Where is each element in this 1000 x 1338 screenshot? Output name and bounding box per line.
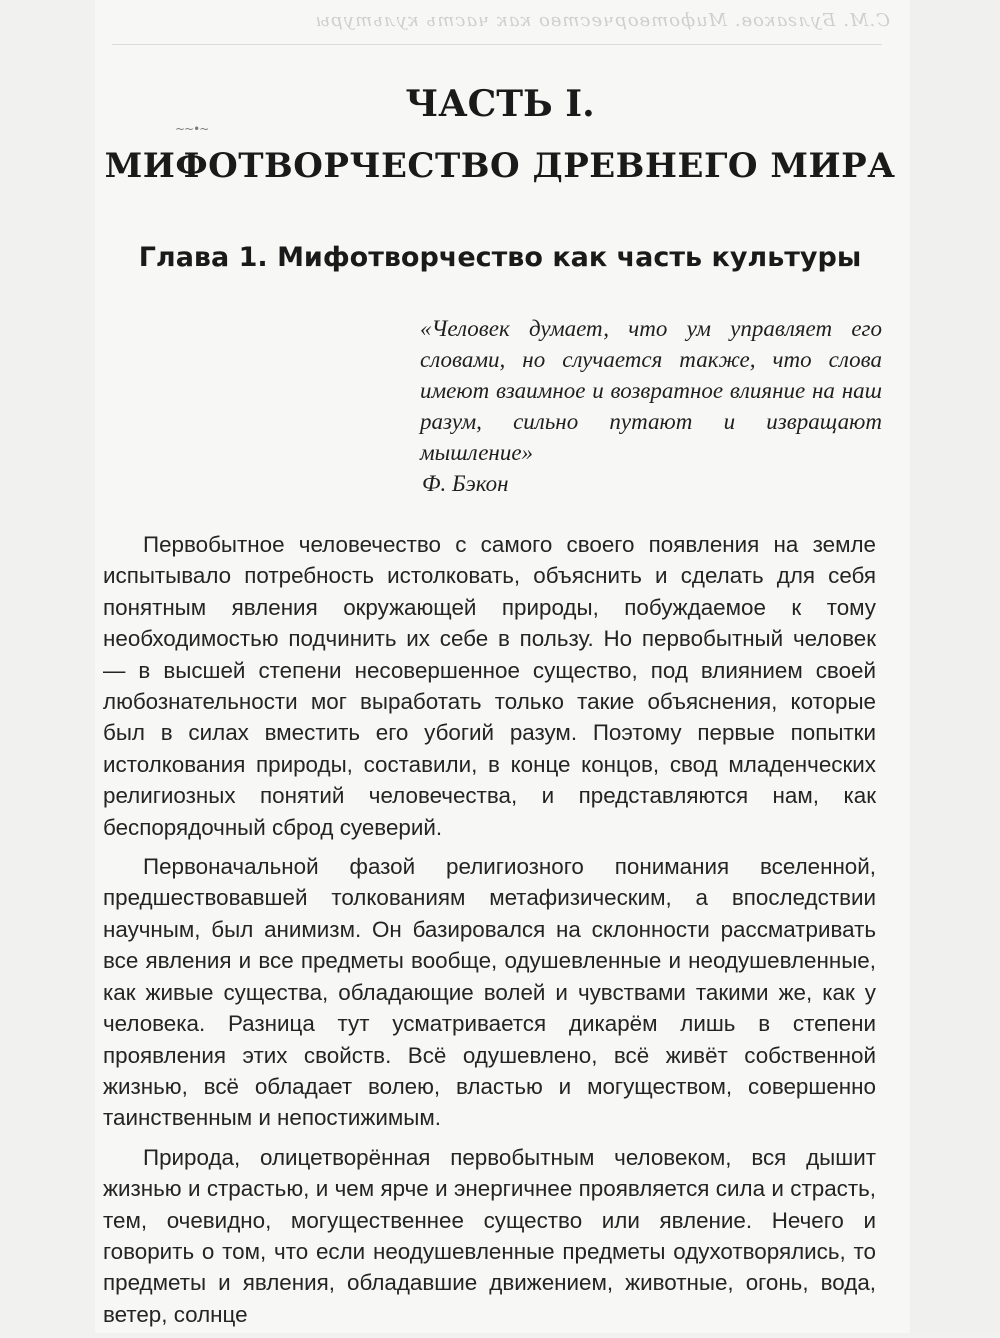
paragraph: Природа, олицетворённая первобытным человеком, вся дышит жизнью и страстью, и чем ярче и энергичнее проявляется сила и страсть, тем, очевидно, могущественнее существо или явление. Нечего и говорить о том, что если неодушевленные предметы одухотворялись, то предметы и явления, обладавшие движением, животные, огонь, вода, ветер, солнце: [103, 1144, 876, 1327]
paragraph: Первобытное человечество с самого своего появления на земле испытывало потребность истолковать, объяснить и сделать для себя понятным явления окружающей природы, побуждаемое к тому необходимостью подчинить их себе в пользу. Но первобытный человек — в высшей степени несовершенное существо, под влиянием своей любознательности мог выработать только такие объяснения, которые был в силах вместить его убогий разум. Поэтому первые попытки истолкования природы, составили, в конце концов, свод младенческих религиозных понятий человечества, и представляются нам, как беспорядочный сброд суеверий.: [103, 532, 876, 840]
bleed-through-header: С.М. Булгаков. Мифотворчество как часть культуры: [314, 10, 890, 31]
epigraph-author: Ф. Бэкон: [422, 471, 509, 496]
chapter-title: Глава 1. Мифотворчество как часть культуры: [138, 242, 862, 273]
paragraph: Первоначальной фазой религиозного понимания вселенной, предшествовавшей толкованиям метафизическим, а впоследствии научным, был анимизм. Он базировался на склонности рассматривать все явления и все предметы вообще, одушевленные и неодушевленные, как живые существа, обладающие волей и чувствами такими же, как у человека. Разница тут усматривается дикарём лишь в степени проявления этих свойств. Всё одушевлено, всё живёт собственной жизнью, всё обладает волею, властью и могуществом, совершенно таинственным и непостижимым.: [103, 854, 876, 1131]
epigraph-quote: «Человек думает, что ум управляет его словами, но случается также, что слова имеют взаимное и возвратное влияние на наш разум, сильно путают и извращают мышление»: [420, 316, 882, 465]
body-text: [103, 529, 876, 1338]
part-title: ЧАСТЬ I.: [405, 83, 595, 125]
part-subtitle: МИФОТВОРЧЕСТВО ДРЕВНЕГО МИРА: [104, 146, 896, 186]
page-margin: [910, 0, 1000, 1333]
pen-mark-decoration: ~~•~: [175, 122, 209, 136]
header-rule: [112, 44, 882, 45]
epigraph: [420, 313, 882, 499]
